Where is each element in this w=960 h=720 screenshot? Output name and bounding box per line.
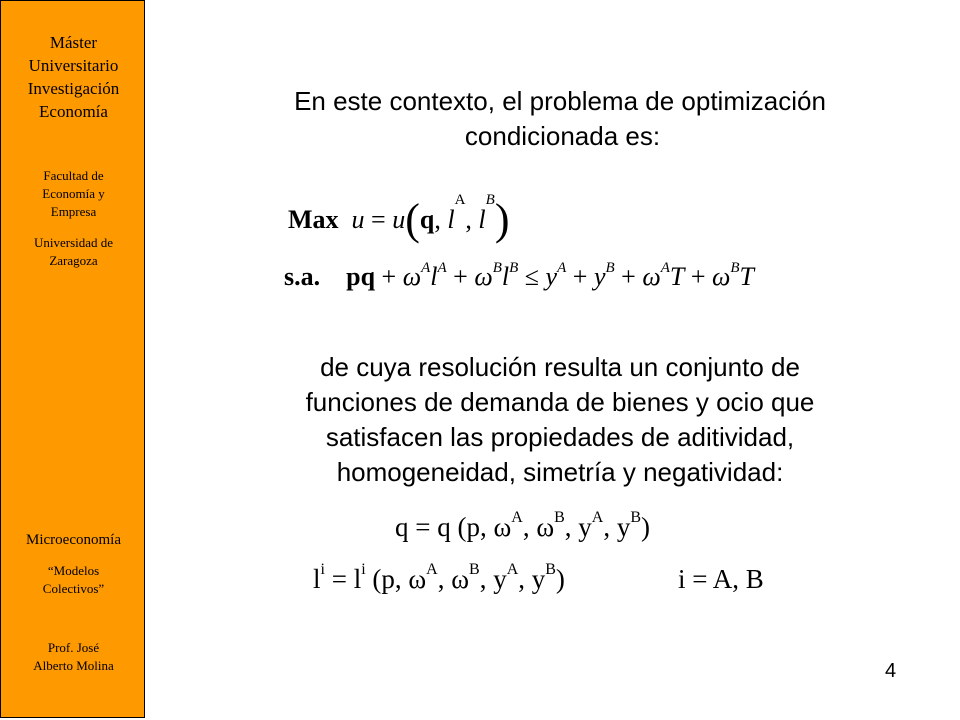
master-line: Máster bbox=[49, 33, 98, 52]
university-name bbox=[1, 234, 146, 270]
faculty-name bbox=[1, 167, 146, 221]
author-line: Alberto Molina bbox=[33, 658, 114, 673]
course-name: Microeconomía bbox=[26, 532, 121, 548]
master-title bbox=[1, 31, 146, 123]
author-line: Prof. José bbox=[47, 640, 100, 655]
result-text bbox=[240, 350, 880, 490]
faculty-line: Empresa bbox=[50, 204, 97, 219]
page-number: 4 bbox=[885, 660, 897, 682]
constraint-row: s.a. pq + $\omega^Al^A + \omega^Bl^B \le y^A + y^B + \omega^AT + \omega^BT$ bbox=[284, 260, 754, 291]
st-label: s.a. bbox=[284, 262, 321, 291]
university-line: Universidad de bbox=[33, 235, 114, 250]
topic-line: “Modelos bbox=[47, 563, 100, 578]
master-line: Investigación bbox=[27, 79, 120, 98]
result-line: homogeneidad, simetría y negatividad: bbox=[336, 457, 784, 487]
max-label: Max bbox=[288, 205, 339, 234]
master-line: Universitario bbox=[28, 56, 119, 75]
topic-line: Colectivos” bbox=[42, 581, 105, 596]
university-line: Zaragoza bbox=[49, 253, 98, 268]
topic-name bbox=[1, 562, 146, 598]
objective-row: Max u = u(q, $l^A$, $l^B$) bbox=[288, 192, 510, 244]
intro-text bbox=[190, 84, 930, 154]
result-line: funciones de demanda de bienes y ocio que bbox=[305, 387, 815, 417]
result-line: de cuya resolución resulta un conjunto de bbox=[320, 352, 800, 382]
result-line: satisfacen las propiedades de aditividad, bbox=[325, 422, 795, 452]
master-line: Economía bbox=[39, 102, 108, 121]
faculty-line: Facultad de bbox=[43, 168, 104, 183]
author-name bbox=[1, 639, 146, 675]
intro-line: En este contexto, el problema de optimización bbox=[294, 86, 826, 116]
index-condition: i = A, B bbox=[678, 564, 764, 594]
intro-line: condicionada es: bbox=[464, 121, 661, 151]
sidebar bbox=[0, 0, 145, 718]
optimization-formula bbox=[284, 180, 904, 300]
demand-goods-equation: q = q (p, $\omega^A$, $\omega^B$, $y^A$, $y^B$) bbox=[395, 509, 650, 542]
faculty-line: Economía y bbox=[42, 186, 105, 201]
demand-leisure-equation: $l^i = l^i$ (p, $\omega^A$, $\omega^B$, $y^A$, $y^B$) bbox=[313, 561, 565, 594]
